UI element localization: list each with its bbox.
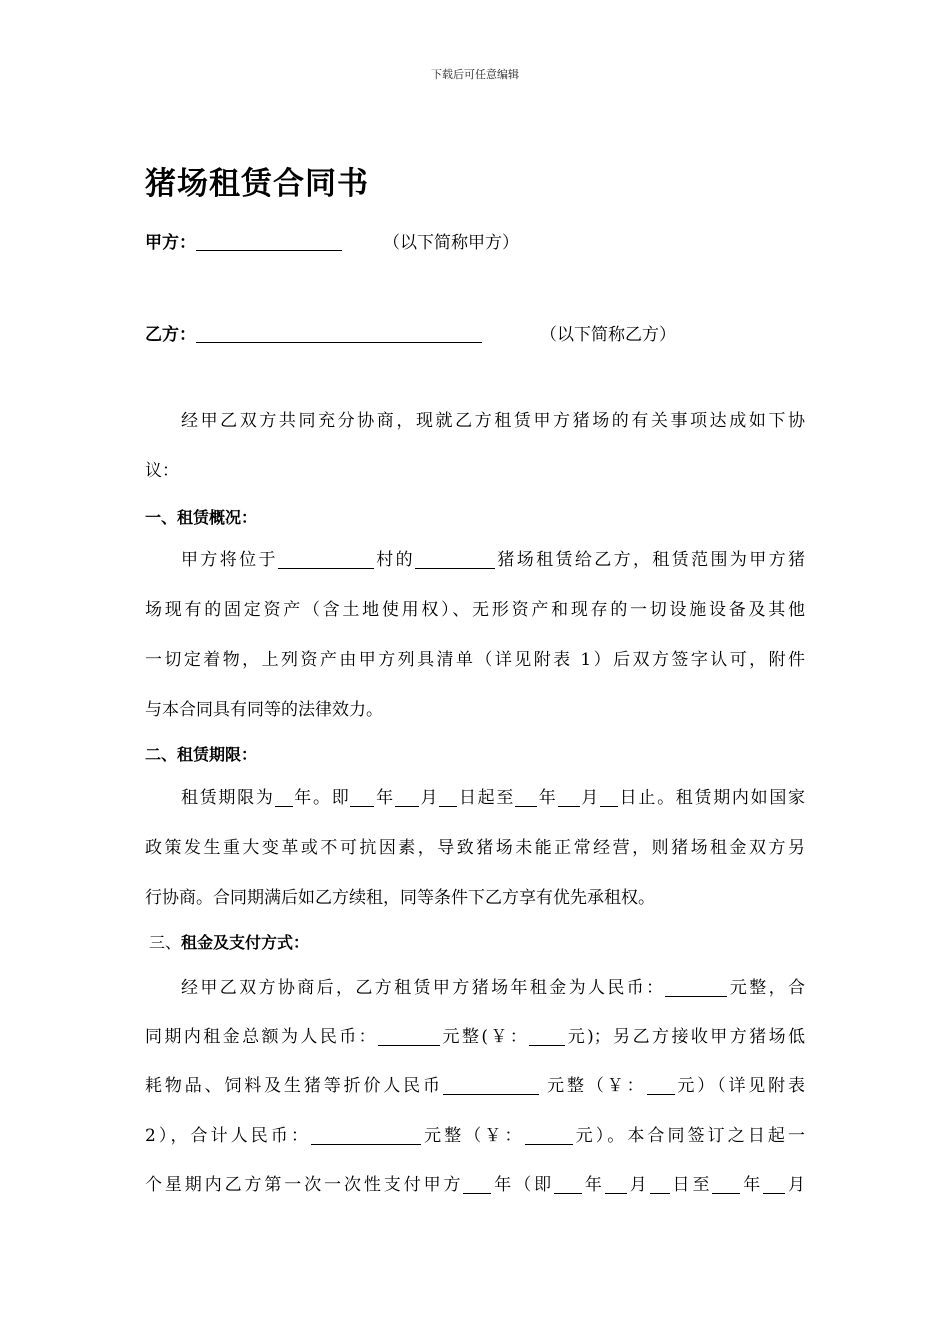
party-b-blank[interactable] — [196, 325, 482, 343]
goods-value-figure-blank[interactable] — [647, 1076, 675, 1095]
party-a-note: （以下简称甲方） — [383, 233, 519, 253]
end-day-blank[interactable] — [600, 788, 618, 807]
first-pay-end-month-blank[interactable] — [763, 1175, 785, 1194]
s3-heading-text: 租金及支付方式： — [181, 933, 310, 952]
s2-l1d: 月 — [418, 788, 440, 808]
first-pay-start-year-blank[interactable] — [554, 1175, 582, 1194]
s2-l1h: 日止。租赁期内如国家 — [617, 788, 806, 808]
s3-l3a: 耗物品、饲料及生猪等折价人民币 — [145, 1076, 443, 1096]
s2-l1c: 年 — [374, 788, 395, 808]
s2-l1f: 年 — [537, 788, 558, 808]
intro-line-1: 经甲乙双方共同充分协商，现就乙方租赁甲方猪场的有关事项达成如下协 — [181, 411, 805, 431]
s3-l5e: 日至 — [669, 1175, 713, 1195]
start-year-blank[interactable] — [350, 788, 374, 807]
party-a-line — [145, 228, 342, 253]
section-3-line-1 — [145, 976, 805, 1000]
section-2-line-3: 行协商。合同期满后如乙方续租，同等条件下乙方享有优先承租权。 — [145, 888, 655, 908]
s3-l4b: 元整（￥： — [421, 1126, 525, 1146]
section-1-line-1 — [145, 548, 805, 572]
s3-l5f: 年 — [740, 1175, 764, 1195]
s3-l5b: 年（即 — [491, 1175, 555, 1195]
intro-line-2: 议： — [145, 461, 179, 481]
end-year-blank[interactable] — [515, 788, 537, 807]
s3-l2c: 元)；另乙方接收甲方猪场低 — [565, 1027, 806, 1047]
section-3-line-5 — [145, 1173, 805, 1197]
first-pay-start-month-blank[interactable] — [605, 1175, 627, 1194]
section-2-heading: 二、租赁期限： — [145, 745, 258, 764]
end-month-blank[interactable] — [558, 788, 580, 807]
section-1-heading: 一、租赁概况： — [145, 508, 258, 527]
page-header: 下载后可任意编辑 — [431, 68, 519, 81]
s3-l1b: 元整，合 — [727, 978, 806, 998]
s3-l2b: 元整(￥： — [440, 1027, 530, 1047]
section-3-line-4 — [145, 1124, 805, 1148]
first-pay-start-day-blank[interactable] — [650, 1175, 670, 1194]
start-day-blank[interactable] — [439, 788, 457, 807]
section-2-line-2: 政策发生重大变革或不可抗因素，导致猪场未能正常经营，则猪场租金双方另 — [145, 838, 805, 858]
s3-heading-num: 三、 — [149, 933, 182, 952]
section-1-line-4: 与本合同具有同等的法律效力。 — [145, 700, 383, 720]
section-3-line-2 — [145, 1025, 805, 1049]
section-1-line-3: 一切定着物，上列资产由甲方列具清单（详见附表 1）后双方签字认可，附件 — [145, 650, 805, 670]
goods-value-blank[interactable] — [443, 1076, 539, 1095]
s3-l5a: 个星期内乙方第一次一次性支付甲方 — [145, 1175, 464, 1195]
section-1-line-2: 场现有的固定资产（含土地使用权）、无形资产和现存的一切设施设备及其他 — [145, 600, 805, 620]
first-pay-end-year-blank[interactable] — [712, 1175, 740, 1194]
party-b-label: 乙方： — [145, 325, 196, 345]
s3-l4a: 2），合计人民币： — [145, 1126, 312, 1146]
total-rent-blank[interactable] — [378, 1027, 440, 1046]
first-pay-years-blank[interactable] — [463, 1175, 491, 1194]
s3-l1a: 经甲乙双方协商后，乙方租赁甲方猪场年租金为人民币： — [181, 978, 666, 998]
s3-l3b: 元整（￥： — [538, 1076, 647, 1096]
party-b-line — [145, 320, 482, 345]
s1-l1b: 村的 — [373, 550, 415, 570]
grand-total-figure-blank[interactable] — [525, 1126, 573, 1145]
document-title: 猪场租赁合同书 — [145, 166, 369, 202]
s2-l1g: 月 — [579, 788, 600, 808]
s2-l1b: 年。即 — [292, 788, 351, 808]
village-blank[interactable] — [278, 550, 374, 569]
farm-name-blank[interactable] — [415, 550, 495, 569]
s3-l5g: 月 — [785, 1175, 806, 1195]
section-3-heading — [149, 931, 809, 955]
s1-l1c: 猪场租赁给乙方，租赁范围为甲方猪 — [495, 550, 805, 570]
party-b-note: （以下简称乙方） — [540, 325, 676, 345]
s2-l1a: 租赁期限为 — [181, 788, 275, 808]
start-month-blank[interactable] — [395, 788, 419, 807]
grand-total-blank[interactable] — [311, 1126, 421, 1145]
s3-l4c: 元）。本合同签订之日起一 — [572, 1126, 805, 1146]
party-a-blank[interactable] — [196, 233, 342, 251]
annual-rent-blank[interactable] — [665, 978, 727, 997]
s3-l5c: 年 — [582, 1175, 605, 1195]
section-3-line-3 — [145, 1074, 805, 1098]
s3-l2a: 同期内租金总额为人民币： — [145, 1027, 379, 1047]
party-a-label: 甲方： — [145, 233, 196, 253]
s1-l1a: 甲方将位于 — [181, 550, 278, 570]
section-2-line-1 — [145, 786, 805, 810]
term-years-blank[interactable] — [275, 788, 293, 807]
total-rent-figure-blank[interactable] — [529, 1027, 565, 1046]
s3-l3c: 元）（详见附表 — [674, 1076, 806, 1096]
s3-l5d: 月 — [626, 1175, 650, 1195]
s2-l1e: 日起至 — [457, 788, 516, 808]
